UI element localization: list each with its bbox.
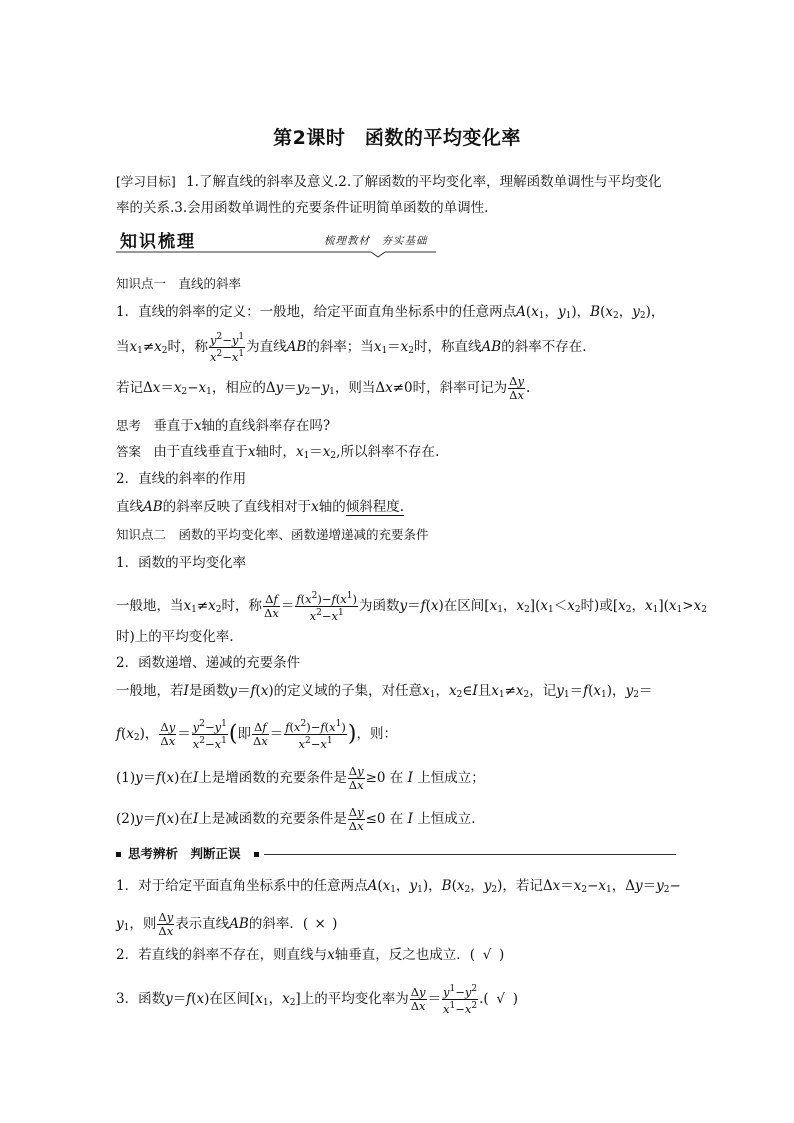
objectives-tag: [学习目标] bbox=[116, 174, 176, 189]
kp1-think: 思考 垂直于x轴的直线斜率存在吗? bbox=[116, 418, 331, 434]
slope-fraction: $\frac{y^2-y^1}{x^2-x^1}$ bbox=[210, 332, 245, 364]
section-banner bbox=[116, 226, 436, 252]
kp2-item1-title: 1．函数的平均变化率 bbox=[116, 555, 247, 571]
kp1-item2-title: 2．直线的斜率的作用 bbox=[116, 471, 247, 487]
kp1-item1-line3: 若记$\Delta x=x_2-x_1$，相应的$\Delta y=y_2-y_1$，则当Δx≠0时，斜率可记为 $\frac{\Delta y}{\Delta x}$ . bbox=[116, 374, 531, 402]
practice-bullet-icon bbox=[116, 852, 121, 857]
practice-bullet-icon bbox=[254, 852, 259, 857]
kp1-item1-line1: 1．直线的斜率的定义：一般地，给定平面直角坐标系中的任意两点$A(x_1$，$y_1$)，$B(x_2$，$y_2$)， bbox=[116, 304, 665, 321]
kp2-item1-line2: 时)上的平均变化率. bbox=[116, 629, 234, 645]
kp1-item1-line2: 当$x_1\ne x_2$时，称 $\frac{y^2-y^1}{x^2-x^1}$ 为直线AB的斜率；当$x_1=x_2$时，称直线AB的斜率不存在. bbox=[116, 332, 587, 364]
kp2-cond1: (1)y＝f(x)在I上是增函数的充要条件是 $\frac{\Delta y}{\Delta x}$ ≥0 在 I 上恒成立； bbox=[116, 764, 485, 792]
page-title: 第2课时 函数的平均变化率 bbox=[273, 127, 521, 149]
kp1-item2-line: 直线AB的斜率反映了直线相对于x轴的倾斜程度. bbox=[116, 499, 405, 515]
practice-rule bbox=[264, 854, 676, 855]
kp1-answer: 答案 由于直线垂直于x轴时，$x_1=x_2$,所以斜率不存在. bbox=[116, 444, 440, 461]
kp2-heading: 知识点二 函数的平均变化率、函数递增递减的充要条件 bbox=[116, 527, 429, 542]
kp2-item2-title: 2．函数递增、递减的充要条件 bbox=[116, 655, 301, 671]
practice-q3: 3．函数y＝f(x)在区间[$x_1$，$x_2$]上的平均变化率为 $\frac{\Delta y}{\Delta x}$ ＝ $\frac{y^1-y^2}{x^1-x^2}$ .( √ ) bbox=[116, 984, 518, 1016]
objectives-line-1 bbox=[116, 173, 662, 191]
answer-mark-q2: √ bbox=[482, 947, 492, 963]
practice-heading: 思考辨析 判断正误 bbox=[128, 846, 241, 861]
practice-q1-line2: $y_1$，则 $\frac{\Delta y}{\Delta x}$ 表示直线AB的斜率．( × ) bbox=[116, 910, 338, 938]
answer-mark-q3: √ bbox=[496, 991, 505, 1007]
kp2-item2-line2: $f(x_2)$， $\frac{\Delta y}{\Delta x}$ ＝ $\frac{y^2-y^1}{x^2-x^1}$ (即 $\frac{\Delta f}{\Delta x}$ ＝ $\frac{f(x^2)-f(x^1)}{x^2-x^1}$ )，则： bbox=[116, 719, 397, 751]
practice-q1-line1: 1．对于给定平面直角坐标系中的任意两点$A(x_1$，$y_1$)，$B(x_2$，$y_2$)，若记$\Delta x=x_2-x_1$，$\Delta y=y_2-$ bbox=[116, 878, 681, 895]
banner-underline-icon bbox=[116, 248, 436, 258]
answer-mark-q1: × bbox=[314, 916, 326, 932]
objectives-text-1: 1.了解直线的斜率及意义.2.了解函数的平均变化率，理解函数单调性与平均变化 bbox=[186, 174, 662, 190]
kp2-item1-line1: 一般地，当$x_1\ne x_2$时，称 $\frac{\Delta f}{\Delta x}$ ＝ $\frac{f(x^2)-f(x^1)}{x^2-x^1}$ 为函数y＝f(x)在区间[$x_1$，$x_2](x_1<x_2$时)或[$x_2$，$x_1](x_1>x_2$ bbox=[116, 591, 707, 623]
banner-title: 知识梳理 bbox=[120, 232, 196, 252]
kp1-heading: 知识点一 直线的斜率 bbox=[116, 276, 242, 291]
kp2-item2-line1: 一般地，若I是函数y＝f(x)的定义域的子集，对任意$x_1$，$x_2\in I$且$x_1\ne x_2$，记$y_1=f(x_1)$，$y_2=$ bbox=[116, 683, 653, 700]
banner-subtitle: 梳理教材 夯实基础 bbox=[324, 235, 428, 247]
kp2-cond2: (2)y＝f(x)在I上是减函数的充要条件是 $\frac{\Delta y}{\Delta x}$ ≤0 在 I 上恒成立. bbox=[116, 805, 476, 833]
objectives-line-2: 率的关系.3.会用函数单调性的充要条件证明简单函数的单调性. bbox=[116, 200, 489, 216]
practice-q2: 2．若直线的斜率不存在，则直线与x轴垂直，反之也成立．( √ ) bbox=[116, 947, 505, 963]
